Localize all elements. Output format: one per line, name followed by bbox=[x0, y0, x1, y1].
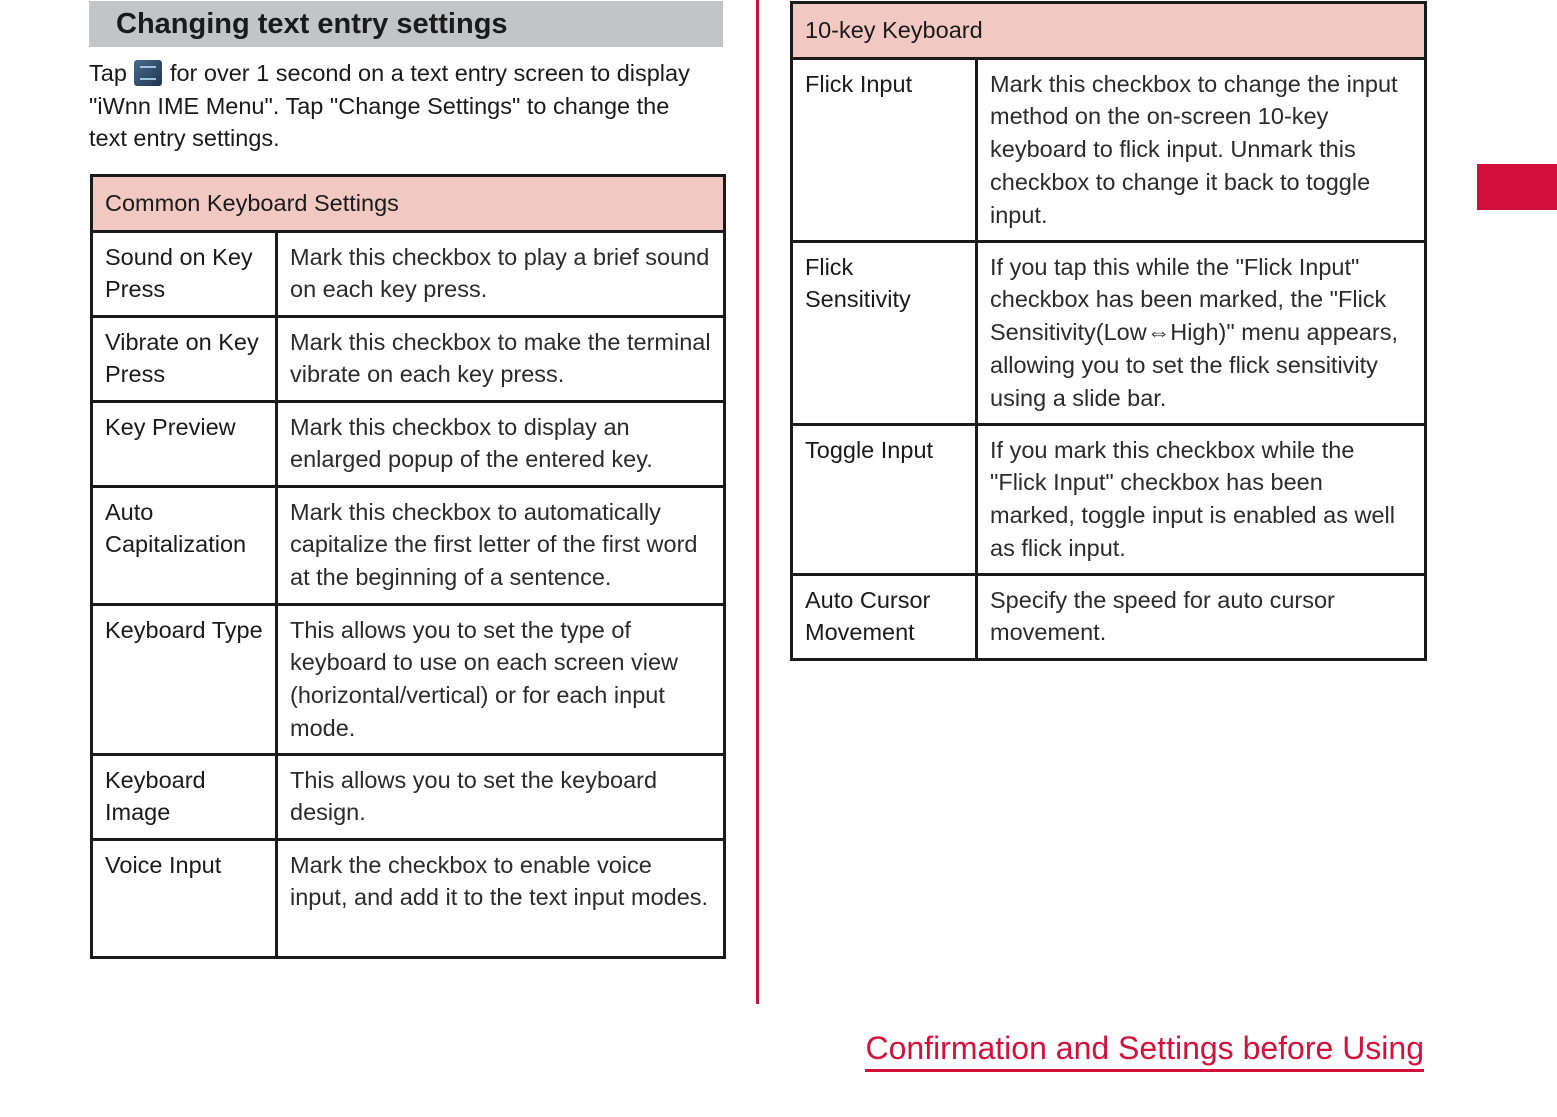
setting-description: Specify the speed for auto cursor movement. bbox=[977, 574, 1426, 659]
setting-name: Keyboard Type bbox=[92, 604, 277, 754]
setting-name: Flick Input bbox=[792, 58, 977, 241]
setting-name: Toggle Input bbox=[792, 424, 977, 574]
setting-description: Mark this checkbox to change the input method on the on-screen 10-key keyboard to flick input. Unmark this checkbox to change it back to toggle input. bbox=[977, 58, 1426, 241]
keyboard-settings-icon bbox=[134, 60, 162, 86]
setting-description: If you mark this checkbox while the "Flick Input" checkbox has been marked, toggle input is enabled as well as flick input. bbox=[977, 424, 1426, 574]
common-keyboard-settings-table bbox=[90, 174, 726, 959]
setting-description: Mark the checkbox to enable voice input, and add it to the text input modes. bbox=[277, 839, 725, 957]
setting-description: If you tap this while the "Flick Input" checkbox has been marked, the "Flick Sensitivity(Low⇔High)" menu appears, allowing you to set the flick sensitivity using a slide bar. bbox=[977, 241, 1426, 424]
table-row bbox=[92, 604, 725, 754]
table-row bbox=[92, 401, 725, 486]
table-row bbox=[92, 754, 725, 839]
table-header: Common Keyboard Settings bbox=[92, 176, 725, 232]
intro-paragraph bbox=[89, 57, 709, 155]
table-row bbox=[792, 58, 1426, 241]
table-row bbox=[792, 574, 1426, 659]
intro-text-start: Tap bbox=[89, 60, 134, 86]
setting-name: Keyboard Image bbox=[92, 754, 277, 839]
setting-description: Mark this checkbox to automatically capitalize the first letter of the first word at the beginning of a sentence. bbox=[277, 486, 725, 604]
page-divider bbox=[756, 0, 759, 1004]
ten-key-keyboard-table bbox=[790, 1, 1427, 661]
table-row bbox=[92, 231, 725, 316]
setting-name: Sound on Key Press bbox=[92, 231, 277, 316]
setting-description: Mark this checkbox to play a brief sound on each key press. bbox=[277, 231, 725, 316]
table-row bbox=[92, 316, 725, 401]
setting-name: Flick Sensitivity bbox=[792, 241, 977, 424]
table-row bbox=[92, 486, 725, 604]
table-row bbox=[792, 241, 1426, 424]
setting-description: Mark this checkbox to display an enlarged popup of the entered key. bbox=[277, 401, 725, 486]
setting-description: This allows you to set the type of keyboard to use on each screen view (horizontal/vertical) or for each input mode. bbox=[277, 604, 725, 754]
chapter-tab-marker bbox=[1477, 164, 1557, 210]
setting-name: Voice Input bbox=[92, 839, 277, 957]
setting-name: Auto Cursor Movement bbox=[792, 574, 977, 659]
setting-name: Auto Capitalization bbox=[92, 486, 277, 604]
setting-description: This allows you to set the keyboard design. bbox=[277, 754, 725, 839]
chapter-title-footer: Confirmation and Settings before Using bbox=[865, 1027, 1424, 1072]
setting-name: Key Preview bbox=[92, 401, 277, 486]
section-heading: Changing text entry settings bbox=[89, 1, 723, 47]
setting-description: Mark this checkbox to make the terminal vibrate on each key press. bbox=[277, 316, 725, 401]
table-row bbox=[792, 424, 1426, 574]
table-header: 10-key Keyboard bbox=[792, 3, 1426, 59]
setting-name: Vibrate on Key Press bbox=[92, 316, 277, 401]
intro-text-end: for over 1 second on a text entry screen to display "iWnn IME Menu". Tap "Change Settings" to change the text entry settings. bbox=[89, 60, 690, 151]
table-row bbox=[92, 839, 725, 957]
